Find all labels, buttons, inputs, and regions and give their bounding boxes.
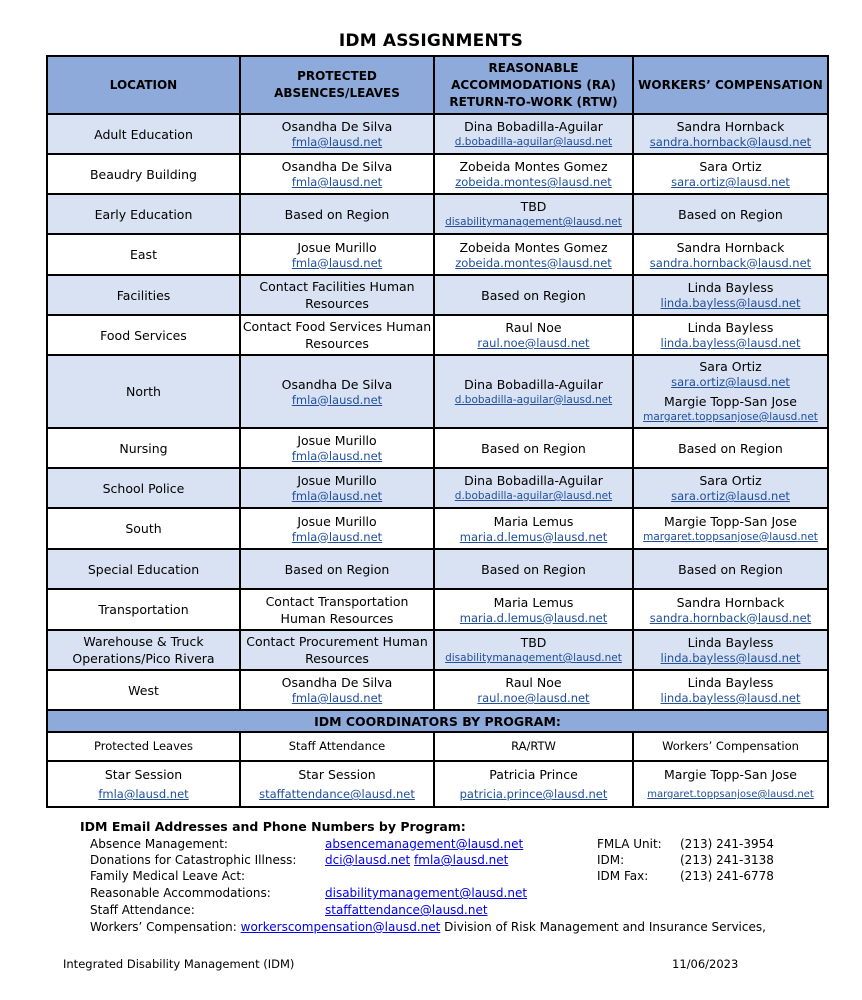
wc-cell (633, 549, 828, 589)
location-cell (47, 630, 240, 670)
wc-cell (633, 468, 828, 508)
wc-text: Based on Region (678, 206, 783, 222)
coordinators-program-row (47, 732, 828, 761)
header-protected: PROTECTED ABSENCES/LEAVES (240, 56, 434, 114)
wc-cell (633, 670, 828, 710)
location-name: Operations/Pico Rivera (72, 651, 215, 666)
phone-number: (213) 241-3138 (680, 853, 774, 867)
coordinator-name: Margie Topp-San Jose (663, 767, 797, 782)
wc-label: Workers’ Compensation: (90, 920, 237, 934)
ra-contact-email[interactable]: zobeida.montes@lausd.net (455, 175, 612, 189)
ra-cell (434, 428, 633, 468)
table-row (47, 275, 828, 315)
coordinator-name: Star Session (104, 767, 183, 782)
protected-cell (240, 428, 434, 468)
location-name: Special Education (87, 561, 200, 577)
assignments-table (46, 55, 829, 808)
protected-text: Based on Region (284, 206, 390, 222)
wc-contact-email[interactable]: sandra.hornback@lausd.net (649, 610, 812, 625)
ra-contact-email[interactable]: raul.noe@lausd.net (477, 691, 590, 705)
protected-text: Human Resources (280, 610, 394, 626)
protected-text: Contact Procurement Human (246, 634, 428, 649)
protected-contact-name: Osandha De Silva (281, 675, 393, 690)
program-label: Workers’ Compensation (633, 732, 828, 761)
location-cell (47, 428, 240, 468)
ra-cell (434, 670, 633, 710)
ra-text: Based on Region (481, 561, 586, 577)
wc-contact-email[interactable]: linda.bayless@lausd.net (660, 296, 801, 310)
wc-contact-email[interactable]: sara.ortiz@lausd.net (671, 375, 790, 389)
protected-contact-name: Osandha De Silva (281, 119, 393, 134)
footer-date: 11/06/2023 (672, 957, 739, 971)
location-name: Adult Education (94, 126, 193, 142)
wc-contact-name: Sandra Hornback (676, 594, 785, 610)
protected-text: Resources (305, 296, 369, 311)
program-label: Staff Attendance (240, 732, 434, 761)
ra-cell (434, 549, 633, 589)
protected-cell (240, 355, 434, 428)
wc-contact-email[interactable]: margaret.toppsanjose@lausd.net (643, 530, 818, 543)
table-row (47, 670, 828, 710)
ra-cell (434, 468, 633, 508)
ra-contact-name: Zobeida Montes Gomez (459, 239, 608, 255)
protected-contact-email[interactable]: fmla@lausd.net (291, 392, 383, 407)
table-row (47, 428, 828, 468)
location-cell (47, 508, 240, 549)
location-cell (47, 194, 240, 234)
page-title: IDM ASSIGNMENTS (338, 31, 524, 51)
ra-cell (434, 114, 633, 154)
ra-cell (434, 630, 633, 670)
ra-contact-name: Maria Lemus (493, 594, 574, 610)
staff-label: Staff Attendance: (90, 903, 195, 917)
wc-cell (633, 275, 828, 315)
ra-cell (434, 275, 633, 315)
ra-cell (434, 508, 633, 549)
ra-text: Based on Region (481, 287, 586, 303)
phone-label: IDM: (597, 853, 625, 867)
ra-contact-name: Raul Noe (505, 675, 562, 690)
protected-cell (240, 468, 434, 508)
wc-contact-name: Sara Ortiz (699, 359, 762, 374)
ra-contact-name: Dina Bobadilla-Aguilar (464, 119, 603, 134)
protected-contact-name: Josue Murillo (297, 239, 377, 255)
protected-cell (240, 315, 434, 355)
ra-cell (434, 589, 633, 630)
location-cell (47, 468, 240, 508)
protected-text: Resources (305, 651, 369, 666)
ra-email-link[interactable]: disabilitymanagement@lausd.net (325, 886, 528, 900)
table-row (47, 194, 828, 234)
table-row (47, 114, 828, 154)
ra-contact-name: Dina Bobadilla-Aguilar (464, 376, 603, 392)
ra-contact-email[interactable]: raul.noe@lausd.net (477, 336, 590, 350)
ra-contact-name: TBD (520, 635, 547, 650)
coordinator-email[interactable]: fmla@lausd.net (98, 787, 189, 801)
ra-contact-name: Maria Lemus (493, 513, 574, 529)
location-name: South (125, 521, 162, 536)
protected-cell (240, 508, 434, 549)
wc-contact-name: Sandra Hornback (676, 239, 785, 255)
wc-contact-email[interactable]: sara.ortiz@lausd.net (671, 175, 790, 189)
protected-cell (240, 549, 434, 589)
location-cell (47, 315, 240, 355)
wc-contact-email[interactable]: sandra.hornback@lausd.net (649, 135, 812, 149)
protected-cell (240, 670, 434, 710)
location-cell (47, 589, 240, 630)
coordinators-contact-row (47, 761, 828, 807)
table-row (47, 589, 828, 630)
protected-contact-email[interactable]: fmla@lausd.net (291, 449, 383, 463)
wc-suffix: Division of Risk Management and Insurance Services, (444, 920, 766, 934)
protected-cell (240, 589, 434, 630)
coordinator-email[interactable]: patricia.prince@lausd.net (459, 787, 608, 801)
program-label: Protected Leaves (47, 732, 240, 761)
wc-cell (633, 114, 828, 154)
location-name: Nursing (119, 440, 168, 456)
location-cell (47, 154, 240, 194)
ra-label: Reasonable Accommodations: (90, 886, 271, 900)
protected-contact-email[interactable]: fmla@lausd.net (291, 529, 383, 544)
table-row (47, 508, 828, 549)
ra-contact-email[interactable]: maria.d.lemus@lausd.net (459, 610, 608, 625)
wc-contact-name: Sara Ortiz (699, 473, 762, 488)
wc-contact-name: Linda Bayless (687, 280, 774, 295)
donations-emails (325, 853, 508, 867)
coordinator-name: Patricia Prince (489, 767, 578, 782)
location-cell (47, 355, 240, 428)
wc-contact-email[interactable]: linda.bayless@lausd.net (660, 651, 801, 665)
header-wc: WORKERS’ COMPENSATION (633, 56, 828, 114)
coordinator-cell (240, 761, 434, 807)
table-row (47, 315, 828, 355)
wc-contact-name: Linda Bayless (687, 635, 774, 650)
protected-cell (240, 275, 434, 315)
coordinator-email[interactable]: staffattendance@lausd.net (259, 787, 415, 801)
ra-cell (434, 154, 633, 194)
table-row (47, 234, 828, 275)
coordinator-name: Star Session (298, 767, 376, 782)
protected-text: Contact Food Services Human (242, 319, 432, 334)
wc-contact-email[interactable]: margaret.toppsanjose@lausd.net (643, 411, 818, 423)
ra-contact-email[interactable]: d.bobadilla-aguilar@lausd.net (454, 136, 613, 148)
phone-label: FMLA Unit: (597, 837, 662, 851)
info-title: IDM Email Addresses and Phone Numbers by Program: (80, 819, 466, 834)
header-ra: REASONABLE ACCOMMODATIONS (RA) RETURN-TO-WORK (RTW) (434, 56, 633, 114)
ra-contact-email[interactable]: disabilitymanagement@lausd.net (445, 652, 622, 664)
location-name: North (126, 384, 161, 399)
location-name: Transportation (98, 602, 189, 617)
protected-cell (240, 234, 434, 275)
location-cell (47, 549, 240, 589)
coordinator-email[interactable]: margaret.toppsanjose@lausd.net (647, 789, 814, 800)
location-name: Early Education (94, 206, 193, 222)
protected-contact-name: Josue Murillo (297, 433, 377, 448)
table-row (47, 154, 828, 194)
wc-contact-email[interactable]: sara.ortiz@lausd.net (671, 489, 790, 503)
coordinators-header-row (47, 710, 828, 732)
wc-contact-email[interactable]: linda.bayless@lausd.net (660, 691, 801, 705)
coordinators-header: IDM COORDINATORS BY PROGRAM: (47, 710, 828, 732)
location-name: Food Services (100, 327, 187, 343)
ra-contact-email[interactable]: maria.d.lemus@lausd.net (459, 529, 608, 544)
table-body (47, 114, 828, 710)
location-name: East (130, 247, 157, 262)
location-name: Warehouse & Truck (83, 634, 204, 649)
wc-cell (633, 315, 828, 355)
absence-email-link[interactable]: absencemanagement@lausd.net (325, 837, 524, 851)
protected-contact-email[interactable]: fmla@lausd.net (291, 255, 383, 270)
phone-number: (213) 241-6778 (680, 869, 774, 883)
wc-text: Based on Region (678, 440, 783, 456)
dci-email-link[interactable]: dci@lausd.net (325, 853, 411, 867)
protected-text: Contact Facilities Human (259, 279, 415, 294)
ra-contact-name: Zobeida Montes Gomez (459, 159, 608, 174)
protected-cell (240, 114, 434, 154)
wc-cell (633, 194, 828, 234)
phone-number: (213) 241-3954 (680, 837, 774, 851)
ra-contact-email[interactable]: d.bobadilla-aguilar@lausd.net (454, 490, 613, 502)
ra-contact-email[interactable]: d.bobadilla-aguilar@lausd.net (454, 393, 613, 406)
protected-contact-name: Osandha De Silva (281, 376, 393, 392)
wc-email-link[interactable]: workerscompensation@lausd.net (240, 920, 441, 934)
ra-cell (434, 234, 633, 275)
location-cell (47, 234, 240, 275)
coordinator-cell (47, 761, 240, 807)
table-row (47, 468, 828, 508)
staff-email-link[interactable]: staffattendance@lausd.net (325, 903, 488, 917)
table-row (47, 355, 828, 428)
header-location: LOCATION (47, 56, 240, 114)
ra-contact-name: TBD (520, 199, 547, 214)
protected-text: Based on Region (284, 561, 390, 577)
protected-cell (240, 194, 434, 234)
ra-contact-email[interactable]: zobeida.montes@lausd.net (455, 255, 612, 270)
ra-contact-name: Raul Noe (505, 320, 562, 335)
protected-contact-email[interactable]: fmla@lausd.net (291, 175, 383, 189)
wc-cell (633, 154, 828, 194)
wc-contact-name: Sara Ortiz (699, 159, 762, 174)
ra-cell (434, 315, 633, 355)
coordinator-cell (633, 761, 828, 807)
fmla-label: Family Medical Leave Act: (90, 869, 246, 883)
wc-contact-name: Linda Bayless (687, 320, 774, 335)
wc-contact-name: Linda Bayless (687, 675, 774, 690)
wc-contact-email[interactable]: sandra.hornback@lausd.net (649, 255, 812, 270)
wc-cell (633, 630, 828, 670)
protected-cell (240, 630, 434, 670)
wc-contact-email[interactable]: linda.bayless@lausd.net (660, 336, 801, 350)
wc-contact-name: Margie Topp-San Jose (663, 394, 797, 409)
protected-contact-name: Osandha De Silva (281, 159, 393, 174)
protected-contact-name: Josue Murillo (297, 473, 377, 488)
wc-contact-name: Margie Topp-San Jose (663, 513, 797, 529)
wc-line (90, 920, 766, 934)
protected-text: Contact Transportation (265, 593, 409, 609)
location-cell (47, 275, 240, 315)
location-name: West (128, 682, 159, 698)
wc-text: Based on Region (678, 561, 783, 577)
wc-cell (633, 589, 828, 630)
location-cell (47, 670, 240, 710)
wc-cell (633, 355, 828, 428)
protected-contact-name: Josue Murillo (297, 513, 377, 529)
ra-contact-name: Dina Bobadilla-Aguilar (464, 473, 603, 488)
ra-text: Based on Region (481, 440, 586, 456)
location-name: School Police (102, 480, 185, 496)
protected-contact-email[interactable]: fmla@lausd.net (291, 135, 383, 149)
wc-cell (633, 428, 828, 468)
protected-contact-email[interactable]: fmla@lausd.net (291, 691, 383, 705)
table-header-row (47, 56, 828, 114)
location-name: Beaudry Building (89, 166, 197, 182)
donations-label: Donations for Catastrophic Illness: (90, 853, 297, 867)
fmla-email-link[interactable]: fmla@lausd.net (414, 853, 509, 867)
phone-label: IDM Fax: (597, 869, 649, 883)
ra-cell (434, 194, 633, 234)
program-label: RA/RTW (434, 732, 633, 761)
absence-label: Absence Management: (90, 837, 228, 851)
ra-contact-email[interactable]: disabilitymanagement@lausd.net (445, 216, 622, 228)
protected-cell (240, 154, 434, 194)
wc-cell (633, 234, 828, 275)
location-cell (47, 114, 240, 154)
coordinator-cell (434, 761, 633, 807)
protected-contact-email[interactable]: fmla@lausd.net (291, 489, 383, 503)
table-row (47, 630, 828, 670)
footer-left: Integrated Disability Management (IDM) (63, 957, 295, 971)
protected-text: Resources (305, 336, 369, 351)
location-name: Facilities (116, 287, 171, 303)
wc-contact-name: Sandra Hornback (676, 119, 785, 134)
wc-cell (633, 508, 828, 549)
table-row (47, 549, 828, 589)
ra-cell (434, 355, 633, 428)
